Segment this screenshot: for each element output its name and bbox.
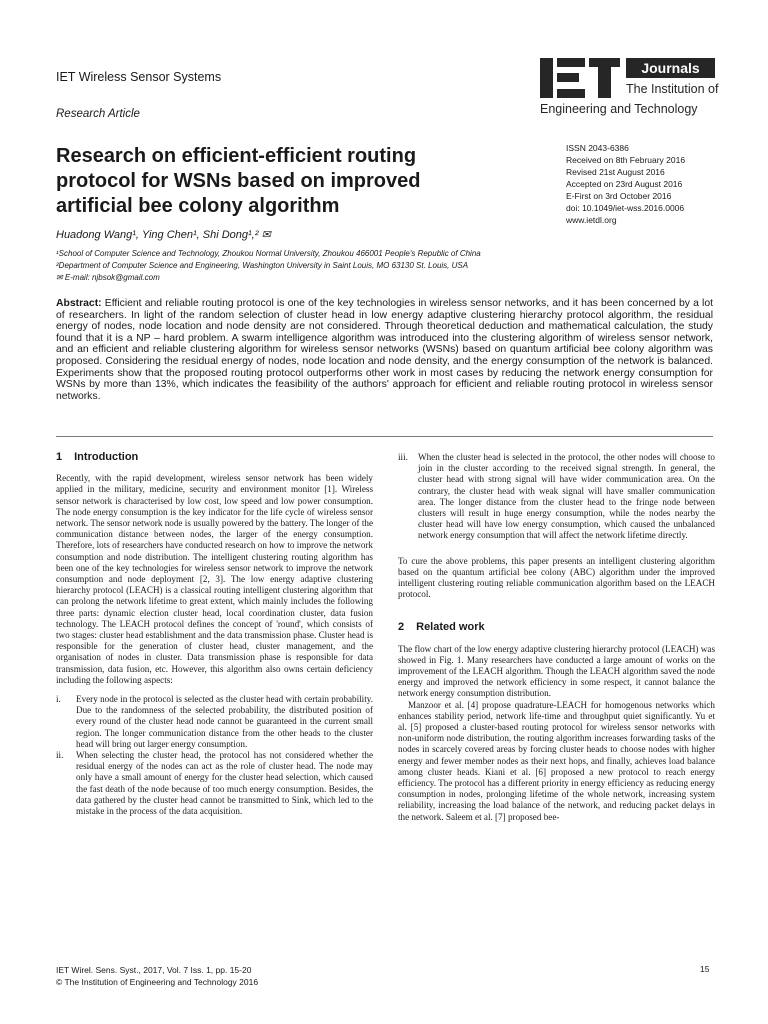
related-paragraph-2: Manzoor et al. [4] propose quadrature-LEACH for homogenous networks which enhances stability period, network life-time and throughput quiet significantly. Yu et al. [5] proposed a cluster-based routing protocol for wireless sensor networks with non-uniform node distribution, the routing algorithm increases forwarding tasks of the nodes in scarcely covered areas by forcing cluster heads to choose nodes with higher energy and fewer member nodes as their next hops, and finally, achieves load balance among cluster heads. Kiani et al. [6] proposed a new protocol to reach energy efficiency. The protocol has a different priority in energy efficiency as reducing energy consumption in nodes, prolonging lifetime of the whole network, increasing system reliability, increasing the load balance of the network, and reducing packet delays in the network. Saleem et al. [7] proposed bee-	[398, 699, 715, 822]
list-marker: iii.	[398, 452, 408, 462]
affiliations	[56, 248, 716, 284]
list-item	[56, 750, 373, 817]
section-heading-related-work	[398, 622, 715, 633]
journal-name: IET Wireless Sensor Systems	[56, 70, 222, 84]
efirst-date: E-First on 3rd October 2016	[566, 191, 672, 201]
intro-paragraph-2: To cure the above problems, this paper presents an intelligent clustering algorithm based on the quantum artificial bee colony (ABC) algorithm under the improved intelligent clustering routing reliable communication algorithm based on the LEACH protocol.	[398, 555, 715, 600]
journal-url[interactable]: www.ietdl.org	[566, 215, 617, 225]
footer-citation: IET Wirel. Sens. Syst., 2017, Vol. 7 Iss. 1, pp. 15-20	[56, 965, 252, 975]
logo-institution-line1: The Institution of	[626, 82, 719, 96]
article-type: Research Article	[56, 108, 140, 120]
footer-copyright: © The Institution of Engineering and Technology 2016	[56, 977, 259, 987]
author-list: Huadong Wang¹, Ying Chen¹, Shi Dong¹,² ✉	[56, 229, 271, 241]
list-item	[56, 694, 373, 750]
logo-journals-label: Journals	[626, 58, 715, 78]
list-item	[398, 452, 715, 542]
article-title: Research on efficient-efficient routing protocol for WSNs based on improved artificial bee colony algorithm	[56, 145, 421, 217]
footer	[56, 964, 258, 988]
list-item-text: When selecting the cluster head, the protocol has not considered whether the residual energy of the nodes can act as the role of cluster head. The node may only have a small amount of energy for the cluster head selection, which caused the fast death of the node because of too much energy consumption. Besides, the data gathered by the cluster head cannot be transmitted to Sink, which led to the mistake in the process of the data acquisition.	[76, 750, 373, 817]
logo-institution-line2: Engineering and Technology	[540, 102, 698, 116]
revised-date: Revised 21st August 2016	[566, 167, 665, 177]
corresponding-email[interactable]: ✉ E-mail: njbsok@gmail.com	[56, 273, 160, 282]
abstract-text: Efficient and reliable routing protocol is one of the key technologies in wireless sensor networks, and it has been concerned by a lot of researchers. In light of the random selection of cluster head in low energy adaptive clustering hierarchy protocol algorithm, the residual energy of nodes, node location and node density are not considered. Through theoretical deduction and mathematical calculation, the study found that it is a NP – hard problem. A swarm intelligence algorithm was introduced into the clustering algorithm of wireless sensor network, and an efficient and reliable clustering algorithm for wireless sensor networks (WSNs) based on quantum artificial bee colony algorithm was proposed. Considering the residual energy of nodes, node location and node density, and the energy consumption of the network is balanced. Experiments show that the proposed routing protocol outperforms other work in most cases by reducing the network energy consumption for WSNs by more than 13%, which indicates the feasibility of the authors' approach for efficient and reliable routing protocol in wireless sensor networks.	[56, 298, 714, 402]
intro-paragraph-1: Recently, with the rapid development, wireless sensor network has been widely applied in the military, medicine, security and environment monitor [1]. Wireless sensor network is characterised by low cost, low speed and low power consumption. The node energy consumption is the key indicator for the life cycle of wireless sensor network. The sensor network node is usually powered by the battery. The longer of the communication distance between nodes, the larger of the energy consumption. Therefore, lots of researchers have conducted research on how to improve the network consumption and node distribution. The intelligent clustering routing algorithm has been one of the key technologies for wireless sensor network to improve the network consumption and node deployment [2, 3]. The low energy adaptive clustering hierarchy protocol (LEACH) is a classical routing intelligent clustering algorithm that can prolong the network lifetime to great extent, which mainly includes the following three parts: dynamic election cluster head, local coordination cluster, data fusion technology. The LEACH protocol defines the concept of 'round', which consists of two stages: cluster head establishment and the data transmission phase. Cluster head is responsible for the generation of cluster head, cluster management, and the organisation of nodes in cluster. Data transmission phase is responsible for data transmission, data fusion, etc. However, this algorithm also owns certain deficiency including the following aspects:	[56, 473, 373, 685]
deficiency-list	[56, 694, 373, 817]
affiliation-2: ²Department of Computer Science and Engineering, Washington University in Saint Louis, MO 63130 St. Louis, USA	[56, 261, 469, 270]
list-item-text: When the cluster head is selected in the protocol, the other nodes will choose to join in the cluster according to the received signal strength. In general, the cluster head with strong signal will have wider communication area. On the contrary, the cluster head with weak signal will have smaller communication area. The longer distance from the cluster head to the fringe node between clusters will result in huge energy consumption, while the nodes nearby the cluster head will have low energy consumption, which caused the unbalanced network energy consumption that will affect the network lifetime directly.	[418, 452, 715, 541]
related-paragraph-1: The flow chart of the low energy adaptive clustering hierarchy protocol (LEACH) was showed in Fig. 1. Many researchers have conducted a large amount of works on the improvement of the LEACH algorithm. Though the LEACH algorithm saved the node energy and improved the network efficiency in some respect, it cannot balance the network energy consumption distribution.	[398, 643, 715, 699]
abstract-divider	[56, 436, 713, 437]
affiliation-1: ¹School of Computer Science and Technology, Zhoukou Normal University, Zhoukou 466001 People's Republic of China	[56, 249, 481, 258]
list-marker: ii.	[56, 750, 64, 761]
right-column	[398, 452, 715, 823]
section-heading-introduction	[56, 452, 373, 463]
abstract-label: Abstract:	[56, 298, 102, 309]
iet-logo-mark	[540, 58, 620, 98]
received-date: Received on 8th February 2016	[566, 155, 686, 165]
section-title: Introduction	[74, 451, 139, 463]
abstract	[56, 298, 713, 402]
page-number: 15	[700, 964, 710, 974]
accepted-date: Accepted on 23rd August 2016	[566, 179, 683, 189]
list-item-text: Every node in the protocol is selected as the cluster head with certain probability. Due to the randomness of the selected probability, the distributed position of every round of the cluster head node cannot be guaranteed in the current small region. The longer communication distance from the other heads to the cluster head will bring out larger energy consumption.	[76, 694, 373, 749]
section-number: 2	[398, 621, 405, 634]
section-title: Related work	[416, 621, 485, 634]
section-number: 1	[56, 451, 63, 463]
article-metadata	[566, 142, 736, 226]
left-column	[56, 452, 373, 817]
iet-journals-logo	[540, 58, 719, 120]
deficiency-list-continued	[398, 452, 715, 542]
issn: ISSN 2043-6386	[566, 143, 629, 153]
list-marker: i.	[56, 694, 61, 705]
doi[interactable]: doi: 10.1049/iet-wss.2016.0006	[566, 203, 685, 213]
